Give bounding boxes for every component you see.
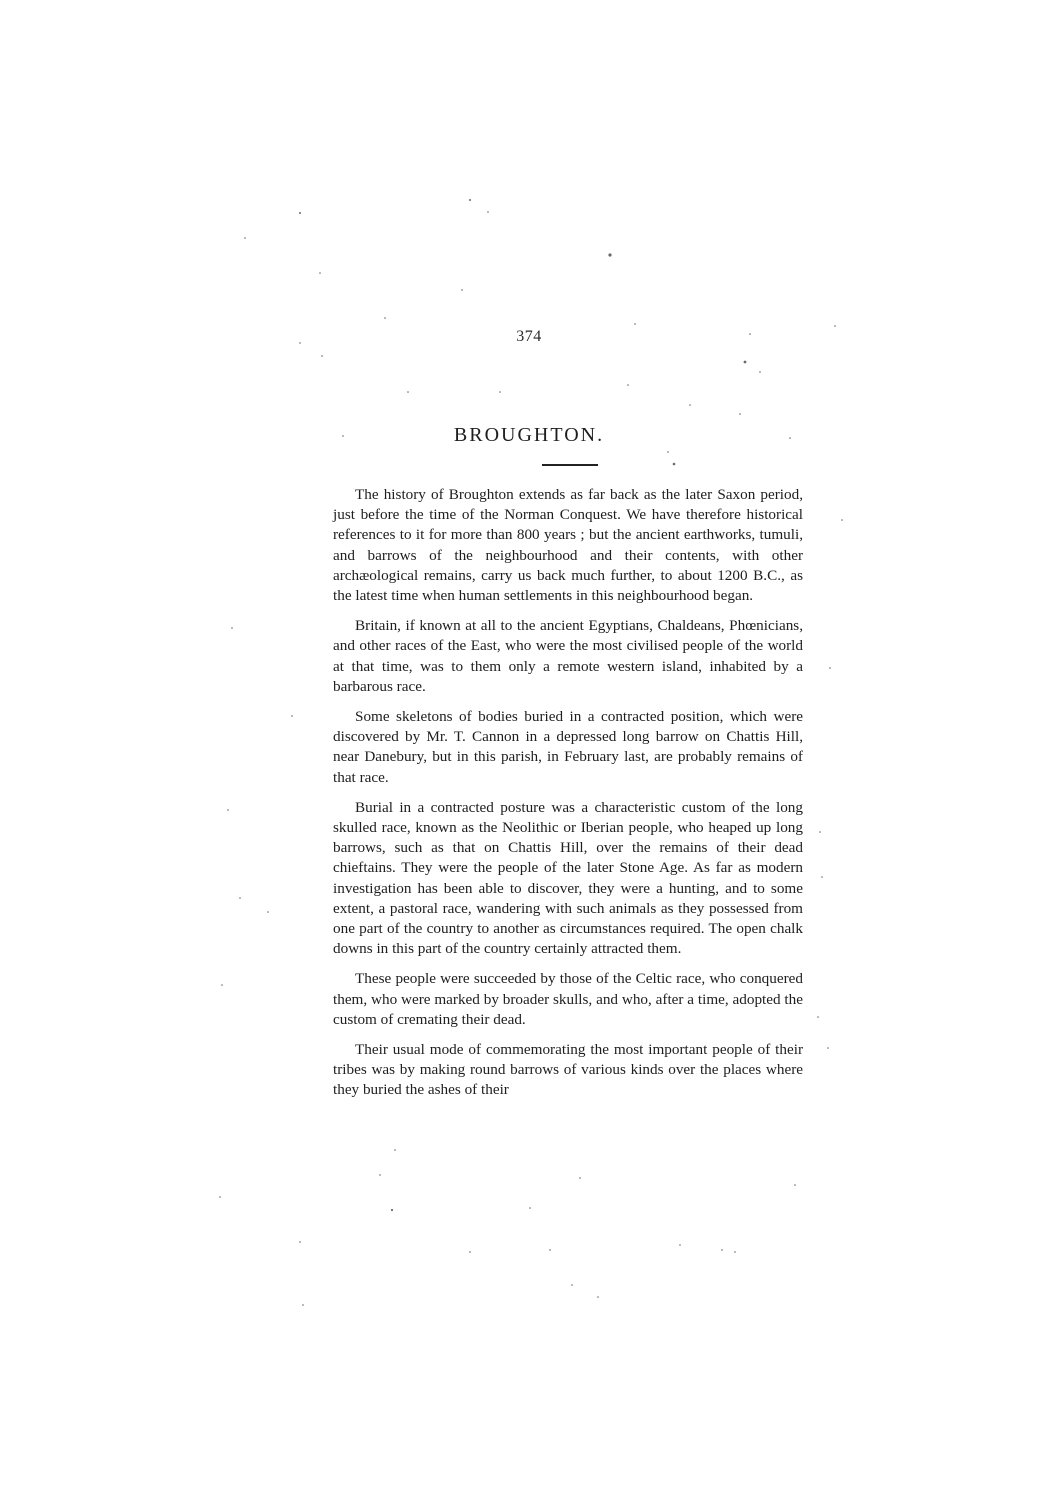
- article-body: [333, 485, 803, 1111]
- paragraph: Their usual mode of commemorating the most important people of their tribes was by making round barrows of various kinds over the places where they buried the ashes of their: [333, 1041, 803, 1099]
- paragraph: The history of Broughton extends as far back as the later Saxon period, just before the time of the Norman Conquest. We have therefore historical references to it for more than 800 years ; but the ancient earthworks, tumuli, and barrows of the neighbourhood and their contents, with other archæological remains, carry us back much further, to about 1200 B.C., as the latest time when human settlements in this neighbourhood began.: [333, 486, 803, 605]
- page-title: BROUGHTON.: [453, 424, 605, 446]
- paragraph: Britain, if known at all to the ancient Egyptians, Chaldeans, Phœnicians, and other races of the East, who were the most civilised people of the world at that time, was to them only a remote western island, inhabited by a barbarous race.: [333, 617, 803, 695]
- paragraph: Burial in a contracted posture was a characteristic custom of the long skulled race, known as the Neolithic or Iberian people, who heaped up long barrows, such as that on Chattis Hill, over the remains of their dead chieftains. They were the people of the later Stone Age. As far as modern investigation has been able to discover, they were a hunting, and to some extent, a pastoral race, wandering with such animals as they possessed from one part of the country to another as circumstances required. The open chalk downs in this part of the country certainly attracted them.: [333, 798, 803, 958]
- title-rule: [542, 464, 598, 466]
- paragraph: These people were succeeded by those of the Celtic race, who conquered them, who were marked by broader skulls, and who, after a time, adopted the custom of cremating their dead.: [333, 970, 803, 1028]
- paragraph: Some skeletons of bodies buried in a contracted position, which were discovered by Mr. T. Cannon in a depressed long barrow on Chattis Hill, near Danebury, but in this parish, in February last, are probably remains of that race.: [333, 708, 803, 786]
- page-number: 374: [516, 328, 542, 345]
